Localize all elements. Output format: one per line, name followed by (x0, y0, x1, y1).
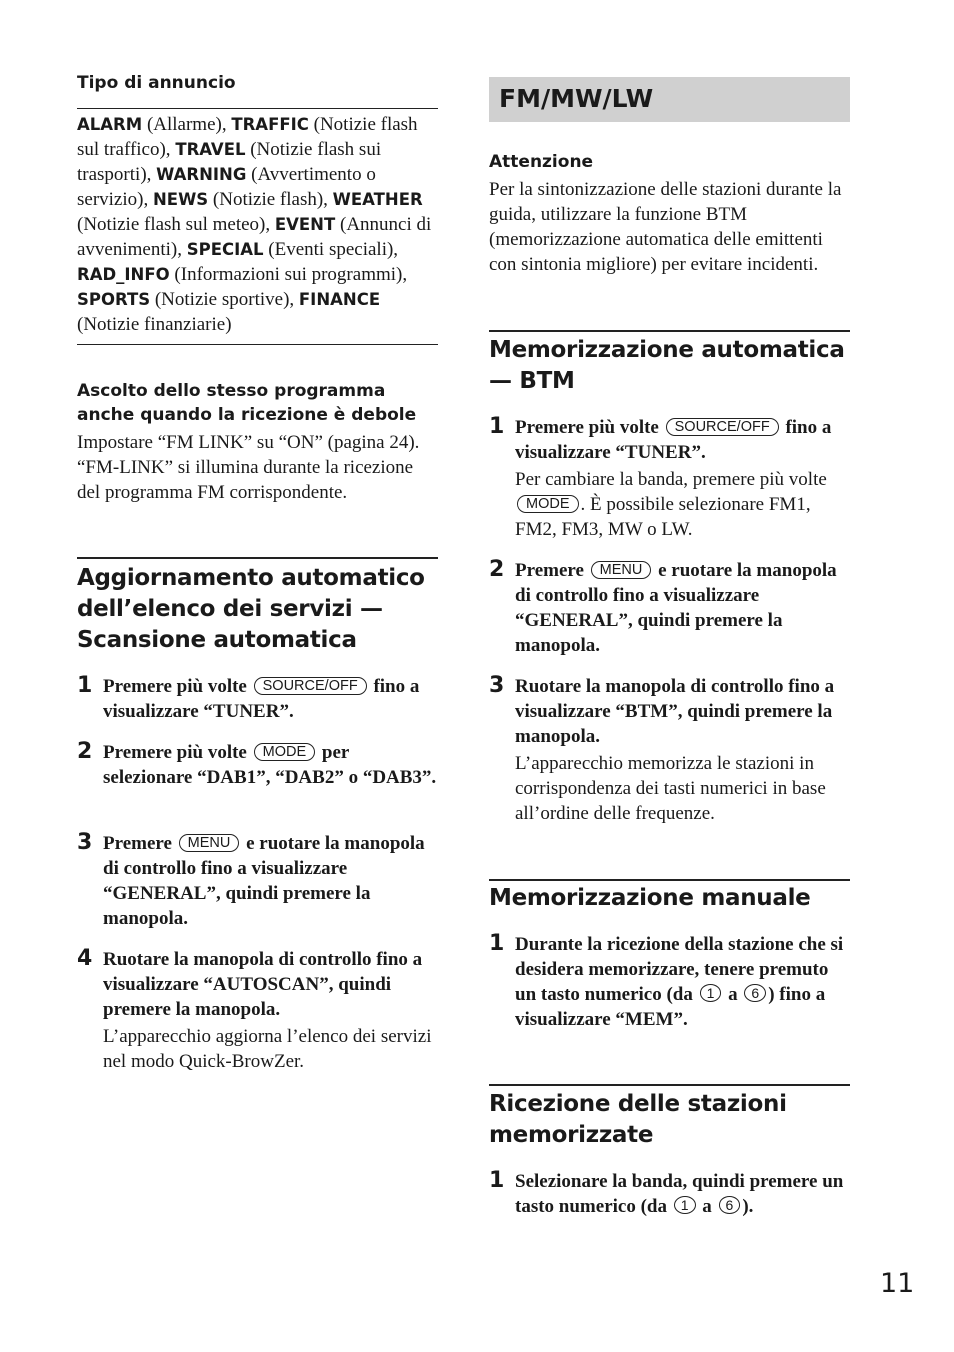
attenzione-text: Per la sintonizzazione delle stazioni durante la guida, utilizzare la funzione BTM (memorizzazione automatica delle emittenti con sintonia migliore) per evitare incidenti. (489, 179, 842, 275)
type-keyword: FINANCE (298, 290, 381, 309)
step-text: fino a visualizzare “TUNER”. (103, 676, 420, 722)
step-text: fino a visualizzare “TUNER”. (515, 417, 832, 463)
step-instruction (515, 932, 850, 1032)
step-instruction (103, 674, 438, 724)
step-text: e ruotare la manopola di controllo fino a visualizzare “GENERAL”, quindi premere la manopola. (103, 833, 425, 929)
type-desc: (Notizie flash sul meteo), (77, 214, 275, 235)
step-number: 1 (489, 1168, 505, 1193)
type-keyword: WARNING (156, 165, 247, 184)
section-title-autoscan: Aggiornamento automatico dell’elenco dei servizi — Scansione automatica (77, 565, 425, 653)
type-desc: (Eventi speciali), (263, 239, 399, 260)
band-title: FM/MW/LW (499, 84, 654, 113)
type-keyword: WEATHER (332, 190, 423, 209)
step-instruction (515, 415, 850, 465)
step-text: Premere più volte (103, 676, 247, 697)
rule (77, 108, 438, 109)
step-text: . È possibile selezionare FM1, FM2, FM3, MW o LW. (515, 494, 811, 540)
step-instruction: Ruotare la manopola di controllo fino a visualizzare “BTM”, quindi premere la manopola. (515, 676, 835, 747)
section-rule (489, 1084, 850, 1086)
announcement-types-text (77, 112, 438, 337)
step-instruction (103, 831, 438, 931)
step-text: ). (742, 1196, 754, 1217)
step-instruction (515, 558, 850, 658)
step-note: L’apparecchio memorizza le stazioni in corrispondenza dei tasti numerici in base all’ordine delle frequenze. (515, 753, 826, 824)
step-number: 1 (489, 931, 505, 956)
step-instruction (103, 740, 438, 790)
source-off-button-icon: SOURCE/OFF (254, 677, 367, 695)
ascolto-heading: Ascolto dello stesso programma anche quando la ricezione è debole (77, 381, 417, 425)
mode-button-icon: MODE (517, 495, 579, 513)
type-keyword: SPORTS (77, 290, 151, 309)
type-desc: (Avvertimento o servizio), (77, 164, 376, 210)
section-title-manual: Memorizzazione manuale (489, 885, 811, 911)
menu-button-icon: MENU (591, 561, 652, 579)
step-instruction (515, 1169, 850, 1219)
type-keyword: TRAVEL (175, 140, 246, 159)
page-number: 11 (880, 1268, 915, 1299)
type-keyword: SPECIAL (186, 240, 264, 259)
step (489, 415, 850, 542)
type-keyword: TRAFFIC (231, 115, 309, 134)
step (77, 831, 438, 931)
section-rule (489, 330, 850, 332)
type-keyword: EVENT (274, 215, 336, 234)
tipo-heading: Tipo di annuncio (77, 73, 236, 93)
mode-button-icon: MODE (254, 743, 316, 761)
type-desc: (Allarme), (142, 114, 232, 135)
step (489, 1169, 850, 1219)
key-6-icon: 6 (719, 1196, 741, 1214)
step-text: Per cambiare la banda, premere più volte (515, 469, 827, 490)
type-desc: (Notizie finanziarie) (77, 314, 232, 335)
step-text: Premere più volte (103, 742, 247, 763)
section-title-ricezione: Ricezione delle stazioni memorizzate (489, 1091, 787, 1148)
step-text: Premere (515, 560, 584, 581)
step-number: 1 (489, 414, 505, 439)
type-desc: (Informazioni sui programmi), (169, 264, 408, 285)
step-note (515, 467, 850, 542)
step-number: 3 (77, 830, 93, 855)
key-1-icon: 1 (674, 1196, 696, 1214)
step-number: 4 (77, 946, 93, 971)
type-desc: (Notizie flash sul traffico), (77, 114, 418, 160)
step-text: Premere più volte (515, 417, 659, 438)
key-1-icon: 1 (700, 984, 722, 1002)
section-rule (77, 557, 438, 559)
section-title-btm: Memorizzazione automatica — BTM (489, 337, 845, 394)
step (489, 674, 850, 826)
step (77, 740, 438, 790)
type-desc: (Notizie flash sui trasporti), (77, 139, 382, 185)
attenzione-heading: Attenzione (489, 152, 594, 172)
step-text: per selezionare “DAB1”, “DAB2” o “DAB3”. (103, 742, 437, 788)
type-keyword: RAD_INFO (77, 265, 170, 284)
type-desc: (Notizie flash), (208, 189, 333, 210)
step-text: a (702, 1196, 712, 1217)
step (77, 674, 438, 724)
step-text: e ruotare la manopola di controllo fino a visualizzare “GENERAL”, quindi premere la manopola. (515, 560, 837, 656)
band-header (489, 77, 850, 122)
type-keyword: NEWS (152, 190, 209, 209)
step-number: 3 (489, 673, 505, 698)
step-text: Premere (103, 833, 172, 854)
ascolto-text: Impostare “FM LINK” su “ON” (pagina 24). “FM-LINK” si illumina durante la ricezione del programma FM corrispondente. (77, 432, 420, 503)
step (489, 932, 850, 1032)
step-number: 2 (77, 739, 93, 764)
key-6-icon: 6 (744, 984, 766, 1002)
type-desc: (Notizie sportive), (150, 289, 299, 310)
step-text: Selezionare la banda, quindi premere un tasto numerico (da (515, 1171, 844, 1217)
step (77, 947, 438, 1074)
step-text: a (728, 984, 738, 1005)
step-number: 1 (77, 673, 93, 698)
step (489, 558, 850, 658)
rule (77, 344, 438, 345)
type-keyword: ALARM (77, 115, 143, 134)
step-number: 2 (489, 557, 505, 582)
step-text: ) fino a visualizzare “MEM”. (515, 984, 826, 1030)
type-desc: (Annunci di avvenimenti), (77, 214, 432, 260)
step-note: L’apparecchio aggiorna l’elenco dei servizi nel modo Quick-BrowZer. (103, 1026, 432, 1072)
step-instruction: Ruotare la manopola di controllo fino a visualizzare “AUTOSCAN”, quindi premere la manopola. (103, 949, 423, 1020)
section-rule (489, 879, 850, 881)
menu-button-icon: MENU (179, 834, 240, 852)
source-off-button-icon: SOURCE/OFF (666, 418, 779, 436)
step-text: Durante la ricezione della stazione che si desidera memorizzare, tenere premuto un tasto numerico (da (515, 934, 844, 1005)
